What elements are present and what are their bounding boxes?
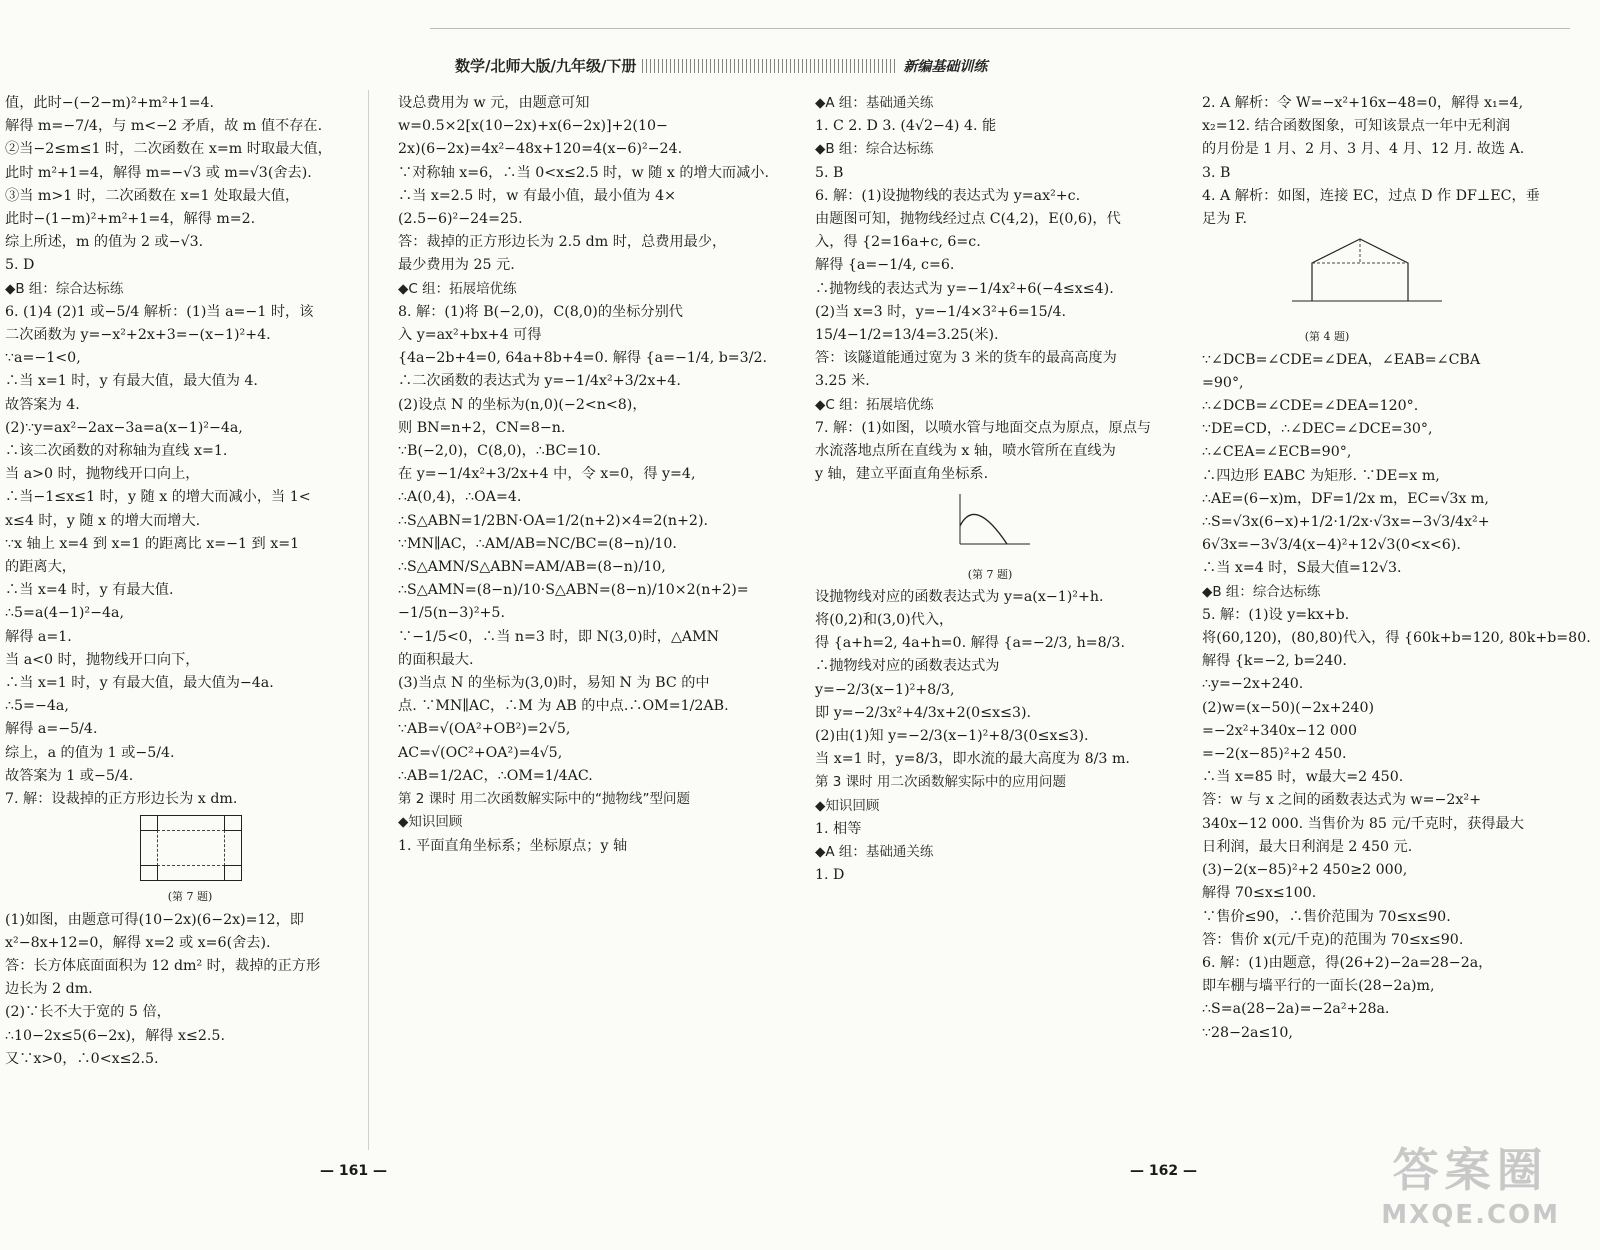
text-line: 即车棚与墙平行的一面长(28−2a)m, <box>1202 978 1435 995</box>
text-line: 将(0,2)和(3,0)代入， <box>815 612 954 629</box>
text-line: 又∵x>0，∴0<x≤2.5. <box>5 1050 159 1067</box>
text-line: 在 y=−1/4x²+3/2x+4 中，令 x=0，得 y=4, <box>398 466 696 483</box>
text-line: 将(60,120)，(80,80)代入，得 {60k+b=120, 80k+b=80. <box>1202 630 1591 647</box>
figure-caption: (第 4 题) <box>1304 330 1350 344</box>
text-line: 的面积最大. <box>398 651 474 668</box>
text-line: w=0.5×2[x(10−2x)+x(6−2x)]+2(10− <box>398 118 668 135</box>
text-line: 的月份是 1 月、2 月、3 月、4 月、12 月. 故选 A. <box>1202 141 1525 158</box>
text-line: 当 x=1 时，y=8/3，即水流的最大高度为 8/3 m. <box>815 751 1130 768</box>
text-line: ∴四边形 EABC 为矩形. ∵DE=x m, <box>1202 467 1440 484</box>
text-line: =−2(x−85)²+2 450. <box>1202 746 1347 763</box>
text-line: ∴当 x=2.5 时，w 有最小值，最小值为 4× <box>398 187 676 204</box>
text-line: 7. 解：(1)如图，以喷水管与地面交点为原点，原点与 <box>815 419 1152 436</box>
text-line: 6. 解：(1)由题意，得(26+2)−2a=28−2a， <box>1202 954 1493 971</box>
text-line: ∴∠CEA=∠ECB=90°, <box>1202 444 1352 461</box>
text-line: 5. B <box>815 164 844 181</box>
text-line: (3)−2(x−85)²+2 450≥2 000, <box>1202 862 1408 879</box>
text-line: −1/5(n−3)²+5. <box>398 605 505 622</box>
text-line: ∵−1/5<0，∴当 n=3 时，即 N(3,0)时，△AMN <box>398 628 720 645</box>
text-line: ∴S△AMN=(8−n)/10·S△ABN=(8−n)/10×2(n+2)= <box>398 582 749 599</box>
text-line: ②当−2≤m≤1 时，二次函数在 x=m 时取最大值， <box>5 141 332 158</box>
text-line: 解得 70≤x≤100. <box>1202 885 1317 902</box>
text-line: 综上所述，m 的值为 2 或−√3. <box>5 234 204 251</box>
text-line: 当 a>0 时，抛物线开口向上， <box>5 466 200 483</box>
text-line: ∴AB=1/2AC，∴OM=1/4AC. <box>398 767 593 784</box>
text-line: 3.25 米. <box>815 373 870 390</box>
section-heading: ◆B 组：综合达标练 <box>5 280 124 297</box>
text-line: 答：w 与 x 之间的函数表达式为 w=−2x²+ <box>1202 792 1481 809</box>
top-rule <box>0 18 1600 19</box>
running-header <box>455 55 987 76</box>
text-line: ∴5=a(4−1)²−4a, <box>5 605 124 622</box>
text-line: (2)w=(x−50)(−2x+240) <box>1202 699 1375 716</box>
text-line: 答：长方体底面面积为 12 dm² 时，裁掉的正方形 <box>5 957 321 974</box>
text-line: ∴当 x=1 时，y 有最大值，最大值为−4a. <box>5 675 274 692</box>
text-line: 日利润，最大日利润是 2 450 元. <box>1202 838 1413 855</box>
text-line: ∴该二次函数的对称轴为直线 x=1. <box>5 443 228 460</box>
header-brand: 新编基础训练 <box>903 58 988 75</box>
column-1 <box>5 92 365 1071</box>
text-line: 答：裁掉的正方形边长为 2.5 dm 时，总费用最少， <box>398 234 727 251</box>
text-line: 点. ∵MN∥AC，∴M 为 AB 的中点.∴OM=1/2AB. <box>398 698 729 715</box>
text-line: 则 BN=n+2，CN=8−n. <box>398 419 566 436</box>
text-line: 此时−(1−m)²+m²+1=4，解得 m=2. <box>5 211 256 228</box>
text-line: 设总费用为 w 元，由题意可知 <box>398 95 590 111</box>
text-line: 2. A 解析：令 W=−x²+16x−48=0，解得 x₁=4, <box>1202 95 1524 111</box>
text-line: ∴当 x=4 时，y 有最大值. <box>5 582 174 599</box>
column-3 <box>815 92 1175 888</box>
watermark-url: MXQE.COM <box>1381 1200 1560 1230</box>
text-line: 的距离大， <box>5 559 76 576</box>
watermark-text: 答案圈 <box>1392 1143 1549 1197</box>
text-line: 3. B <box>1202 164 1231 181</box>
section-heading: ◆知识回顾 <box>815 797 880 814</box>
text-line: (2)设点 N 的坐标为(n,0)(−2<n<8)， <box>398 396 647 413</box>
section-heading: ◆知识回顾 <box>398 814 463 831</box>
text-line: 得 {a+h=2, 4a+h=0. 解得 {a=−2/3, h=8/3. <box>815 635 1125 652</box>
text-line: ∴S△AMN/S△ABN=AM/AB=(8−n)/10, <box>398 559 666 576</box>
section-heading: ◆A 组：基础通关练 <box>815 844 934 861</box>
text-line: ∴S△ABN=1/2BN·OA=1/2(n+2)×4=2(n+2). <box>398 512 708 529</box>
text-line: ∴∠DCB=∠CDE=∠DEA=120°. <box>1202 398 1419 415</box>
text-line: 值，此时−(−2−m)²+m²+1=4. <box>5 95 215 111</box>
text-line: x₂=12. 结合函数图象，可知该景点一年中无利润 <box>1202 118 1511 135</box>
text-line: 第 3 课时 用二次函数解实际中的应用问题 <box>815 774 1066 791</box>
column-divider <box>368 90 369 1150</box>
text-line: 故答案为 4. <box>5 396 80 413</box>
figure-caption: (第 7 题) <box>167 890 213 904</box>
text-line: x≤4 时，y 随 x 的增大而增大. <box>5 512 201 529</box>
text-line: 8. 解：(1)将 B(−2,0)，C(8,0)的坐标分别代 <box>398 303 683 320</box>
text-line: 解得 {a=−1/4, c=6. <box>815 257 955 274</box>
text-line: ∴抛物线对应的函数表达式为 <box>815 658 1000 675</box>
text-line: =90°, <box>1202 374 1244 391</box>
column-4 <box>1202 92 1591 1045</box>
text-line: 第 2 课时 用二次函数解实际中的“抛物线”型问题 <box>398 791 690 808</box>
text-line: 6. (1)4 (2)1 或−5/4 解析：(1)当 a=−1 时，该 <box>5 303 314 320</box>
text-line: ∵B(−2,0)，C(8,0)，∴BC=10. <box>398 443 601 460</box>
text-line: 即 y=−2/3x²+4/3x+2(0≤x≤3). <box>815 704 1032 721</box>
text-line: ∵对称轴 x=6，∴当 0<x≤2.5 时，w 随 x 的增大而减小. <box>398 164 769 181</box>
text-line: 解得 a=−5/4. <box>5 721 98 738</box>
text-line: 340x−12 000. 当售价为 85 元/千克时，获得最大 <box>1202 815 1524 832</box>
text-line: ∴5=−4a, <box>5 698 69 715</box>
text-line: ∴S=√3x(6−x)+1/2·1/2x·√3x=−3√3/4x²+ <box>1202 514 1490 531</box>
text-line: (2)由(1)知 y=−2/3(x−1)²+8/3(0≤x≤3). <box>815 728 1089 745</box>
house-figure <box>1292 235 1462 315</box>
text-line: 故答案为 1 或−5/4. <box>5 767 134 784</box>
header-stripes <box>642 59 897 73</box>
text-line: 6√3x=−3√3/4(x−4)²+12√3(0<x<6). <box>1202 537 1461 554</box>
text-line: AC=√(OC²+OA²)=4√5, <box>398 744 563 761</box>
section-heading: ◆C 组：拓展培优练 <box>398 280 517 297</box>
text-line: ∵售价≤90，∴售价范围为 70≤x≤90. <box>1202 908 1451 925</box>
text-line: ∴二次函数的表达式为 y=−1/4x²+3/2x+4. <box>398 373 681 390</box>
text-line: ③当 m>1 时，二次函数在 x=1 处取最大值， <box>5 187 300 204</box>
text-line: ∴S=a(28−2a)=−2a²+28a. <box>1202 1001 1390 1018</box>
watermark <box>1381 1134 1560 1230</box>
text-line: ∴A(0,4)，∴OA=4. <box>398 489 522 506</box>
text-line: 1. 平面直角坐标系；坐标原点；y 轴 <box>398 837 628 854</box>
page-number-right: — 162 — <box>1130 1163 1197 1179</box>
text-line: 由题图可知，抛物线经过点 C(4,2)，E(0,6)，代 <box>815 211 1121 228</box>
text-line: {4a−2b+4=0, 64a+8b+4=0. 解得 {a=−1/4, b=3/2. <box>398 350 768 367</box>
text-line: ∴当 x=85 时，w最大=2 450. <box>1202 769 1404 786</box>
section-heading: ◆B 组：综合达标练 <box>1202 583 1321 600</box>
text-line: ∵∠DCB=∠CDE=∠DEA，∠EAB=∠CBA <box>1202 351 1481 368</box>
text-line: ∵DE=CD，∴∠DEC=∠DCE=30°, <box>1202 421 1433 438</box>
text-line: 入，得 {2=16a+c, 6=c. <box>815 234 981 251</box>
text-line: ∴当−1≤x≤1 时，y 随 x 的增大而减小，当 1< <box>5 489 311 506</box>
text-line: 足为 F. <box>1202 211 1248 228</box>
text-line: ∵x 轴上 x=4 到 x=1 的距离比 x=−1 到 x=1 <box>5 535 300 552</box>
text-line: 解得 m=−7/4，与 m<−2 矛盾，故 m 值不存在. <box>5 118 323 135</box>
text-line: ∴10−2x≤5(6−2x)，解得 x≤2.5. <box>5 1027 225 1044</box>
text-line: 7. 解：设裁掉的正方形边长为 x dm. <box>5 791 238 808</box>
text-line: (2.5−6)²−24=25. <box>398 211 523 228</box>
text-line: 15/4−1/2=13/4=3.25(米). <box>815 327 999 344</box>
section-heading: ◆B 组：综合达标练 <box>815 141 934 158</box>
text-line: ∵28−2a≤10, <box>1202 1024 1293 1041</box>
text-line: ∴当 x=4 时，S最大值=12√3. <box>1202 560 1402 577</box>
text-line: ∴当 x=1 时，y 有最大值，最大值为 4. <box>5 373 258 390</box>
text-line: ∴抛物线的表达式为 y=−1/4x²+6(−4≤x≤4). <box>815 280 1114 297</box>
column-2 <box>398 92 768 858</box>
text-line: 2x)(6−2x)=4x²−48x+120=4(x−6)²−24. <box>398 141 683 158</box>
text-line: 入 y=ax²+bx+4 可得 <box>398 327 542 344</box>
text-line: ∵MN∥AC，∴AM/AB=NC/BC=(8−n)/10. <box>398 535 677 552</box>
text-line: ∴y=−2x+240. <box>1202 676 1304 693</box>
text-line: 1. C 2. D 3. (4√2−4) 4. 能 <box>815 118 997 135</box>
text-line: 当 a<0 时，抛物线开口向下， <box>5 651 200 668</box>
header-title: 数学/北师大版/九年级/下册 <box>455 57 637 75</box>
text-line: 6. 解：(1)设抛物线的表达式为 y=ax²+c. <box>815 187 1081 204</box>
text-line: 最少费用为 25 元. <box>398 257 515 274</box>
box-figure <box>140 815 242 881</box>
text-line: ∵a=−1<0, <box>5 350 81 367</box>
text-line: 5. 解：(1)设 y=kx+b. <box>1202 606 1350 623</box>
text-line: =−2x²+340x−12 000 <box>1202 722 1357 739</box>
text-line: 边长为 2 dm. <box>5 981 93 998</box>
text-line: (2)∵y=ax²−2ax−3a=a(x−1)²−4a, <box>5 419 243 436</box>
text-line: 解得 {k=−2, b=240. <box>1202 653 1347 670</box>
text-line: 综上，a 的值为 1 或−5/4. <box>5 744 175 761</box>
text-line: ∵AB=√(OA²+OB²)=2√5, <box>398 721 571 738</box>
text-line: (2)当 x=3 时，y=−1/4×3²+6=15/4. <box>815 303 1066 320</box>
text-line: y 轴，建立平面直角坐标系. <box>815 466 989 483</box>
parabola-graph <box>945 492 1035 552</box>
text-line: 此时 m²+1=4，解得 m=−√3 或 m=√3(舍去). <box>5 164 312 181</box>
section-heading: ◆C 组：拓展培优练 <box>815 396 934 413</box>
section-heading: ◆A 组：基础通关练 <box>815 95 934 111</box>
text-line: 设抛物线对应的函数表达式为 y=a(x−1)²+h. <box>815 588 1104 605</box>
text-line: 答：该隧道能通过宽为 3 米的货车的最高高度为 <box>815 350 1117 367</box>
text-line: (1)如图，由题意可得(10−2x)(6−2x)=12，即 <box>5 911 304 928</box>
text-line: (2)∵长不大于宽的 5 倍， <box>5 1004 171 1021</box>
text-line: 4. A 解析：如图，连接 EC，过点 D 作 DF⊥EC，垂 <box>1202 187 1540 204</box>
text-line: 答：售价 x(元/千克)的范围为 70≤x≤90. <box>1202 931 1464 948</box>
text-line: y=−2/3(x−1)²+8/3, <box>815 681 955 698</box>
figure-caption: (第 7 题) <box>967 567 1013 581</box>
text-line: 解得 a=1. <box>5 628 72 645</box>
text-line: (3)当点 N 的坐标为(3,0)时，易知 N 为 BC 的中 <box>398 675 710 692</box>
text-line: 水流落地点所在直线为 x 轴，喷水管所在直线为 <box>815 443 1116 460</box>
text-line: 二次函数为 y=−x²+2x+3=−(x−1)²+4. <box>5 327 271 344</box>
text-line: 1. D <box>815 867 845 884</box>
text-line: 1. 相等 <box>815 820 862 837</box>
text-line: x²−8x+12=0，解得 x=2 或 x=6(舍去). <box>5 934 271 951</box>
text-line: 5. D <box>5 257 35 274</box>
text-line: ∴AE=(6−x)m，DF=1/2x m，EC=√3x m, <box>1202 490 1489 507</box>
page-number-left: — 161 — <box>320 1163 387 1179</box>
